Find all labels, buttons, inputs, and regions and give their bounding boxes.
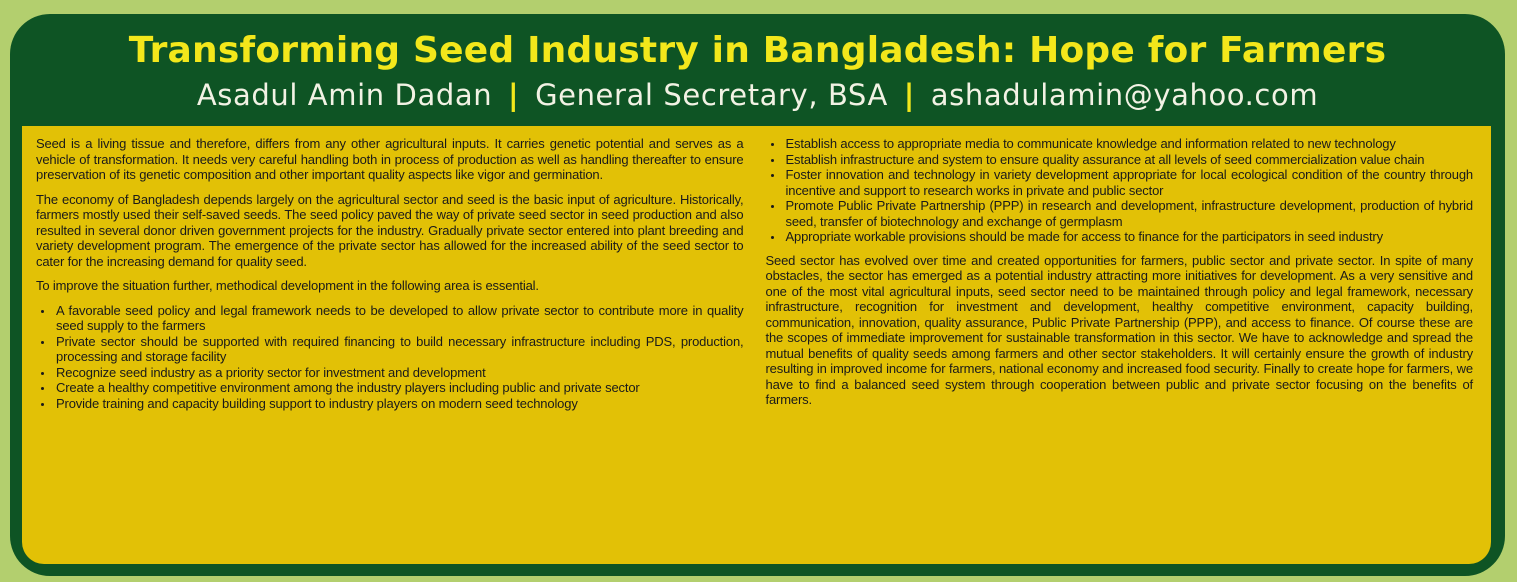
list-item: • Recognize seed industry as a priority sector for investment and development: [54, 365, 744, 381]
author-position: General Secretary, BSA: [535, 78, 888, 112]
list-item: • Establish infrastructure and system to ensure quality assurance at all levels of seed commercialization value chain: [784, 152, 1474, 168]
article-header: [10, 14, 1505, 126]
list-item: • Promote Public Private Partnership (PPP) in research and development, infrastructure development, production of hybrid seed, transfer of biotechnology and exchange of germplasm: [784, 198, 1474, 229]
paragraph: To improve the situation further, methodical development in the following area is essential.: [36, 278, 539, 293]
byline: [10, 78, 1505, 112]
paragraph: Seed is a living tissue and therefore, differs from any other agricultural inputs. It carries genetic potential and serves as a vehicle of transformation. It needs very careful handling both in process of production as well as handling thereafter to ensure preservation of its genetic composition and other important quality aspects like vigor and germination.: [36, 136, 744, 182]
author-email: ashadulamin@yahoo.com: [930, 78, 1319, 112]
paragraph: The economy of Bangladesh depends largely on the agricultural sector and seed is the basic input of agriculture. Historically, farmers mostly used their self-saved seeds. The seed policy paved the way of private seed sector in seed production and also resulted in several donor driven government projects for the industry. Gradually private sector entered into plant breeding and variety development program. The emergence of the private sector has allowed for the increased ability of the seed sector to cater for the increasing demand for quality seed.: [36, 191, 744, 269]
right-column: [766, 136, 1474, 564]
left-column: [36, 136, 744, 564]
recommendation-list: [36, 303, 744, 412]
byline-separator: |: [903, 78, 915, 112]
article-title: Transforming Seed Industry in Bangladesh: Hope for Farmers: [128, 30, 1387, 71]
author-name: Asadul Amin Dadan: [196, 78, 493, 112]
recommendation-list: [766, 136, 1474, 245]
list-item: • Foster innovation and technology in variety development appropriate for local ecological condition of the country through incentive and support to research works in private and public sector: [784, 167, 1474, 198]
list-item: • A favorable seed policy and legal framework needs to be developed to allow private sector to contribute more in quality seed supply to the farmers: [54, 303, 744, 334]
list-item: • Establish access to appropriate media to communicate knowledge and information related to new technology: [784, 136, 1474, 152]
list-item: • Appropriate workable provisions should be made for access to finance for the participators in seed industry: [784, 229, 1474, 245]
list-item: • Provide training and capacity building support to industry players on modern seed technology: [54, 396, 744, 412]
article-body: [22, 126, 1491, 564]
list-item: • Create a healthy competitive environment among the industry players including public and private sector: [54, 380, 744, 396]
article-card: [10, 14, 1505, 576]
byline-separator: |: [508, 78, 520, 112]
list-item: • Private sector should be supported with required financing to build necessary infrastructure including PDS, production, processing and storage facility: [54, 334, 744, 365]
conclusion-paragraph: Seed sector has evolved over time and created opportunities for farmers, public sector and private sector. In spite of many obstacles, the sector has emerged as a potential industry attracting more initiatives for development. As a very sensitive and one of the most vital agricultural inputs, seed sector need to be maintained through policy and legal framework, necessary infrastructure, recognition for investment and development, healthy competitive environment, capacity building, communication, innovation, quality assurance, Public Private Partnership (PPP), and access to finance. Of course these are the scopes of immediate improvement for sustainable transformation in this sector. We have to acknowledge and spread the mutual benefits of quality seeds among farmers and other sector stakeholders. It will certainly ensure the growth of industry resulting in improved income for farmers, national economy and increased food security. Finally to create hope for farmers, we have to find a balanced seed system through cooperation between public and private sector focusing on the benefits of farmers.: [765, 252, 1473, 407]
